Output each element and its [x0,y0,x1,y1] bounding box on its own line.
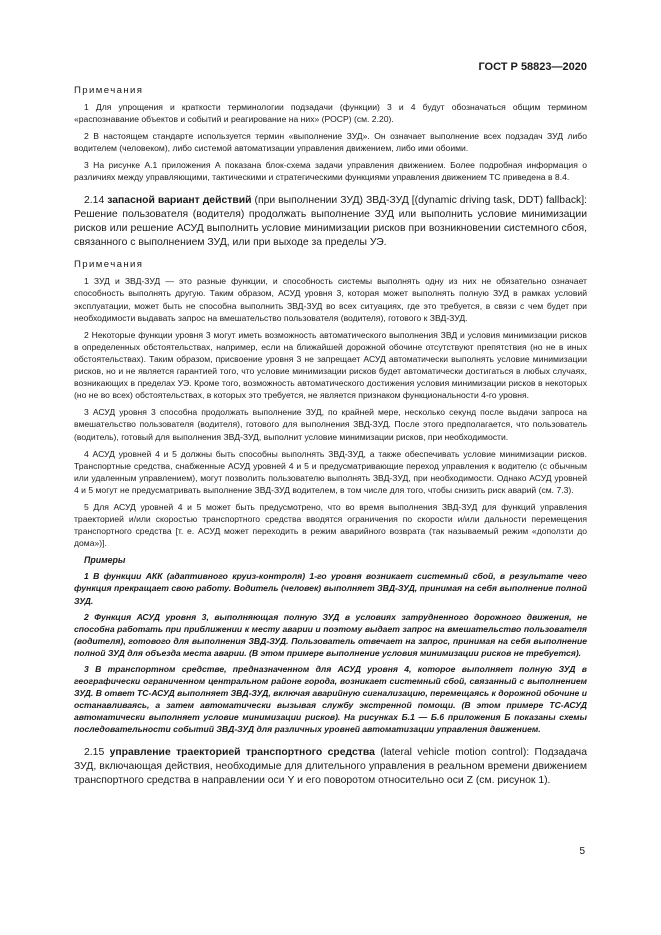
note-paragraph: 5 Для АСУД уровней 4 и 5 может быть предусмотрено, что во время выполнения ЗВД-ЗУД для функций управления траекторией и/или скоростью транспортного средства вводятся ограничения по скорости и/или дальности перемещения транспортного средства [т. е. АСУД может переходить в режим аварийного возврата (так называемый режим «доползти до дома»)]. [74,501,587,549]
term-definition: (lateral vehicle motion control): Подзадача ЗУД, включающая действия, необходимые для длительного управления в реальном времени движением транспортного средства в направлении оси Y и его поворотом относительно оси Z (см. рисунок 1). [74,746,587,786]
note-paragraph: 1 Для упрощения и краткости терминологии подзадачи (функции) 3 и 4 будут обозначаться общим термином «распознавание объектов и событий и реагирование на них» (РОСР) (см. 2.20). [74,102,587,125]
note-paragraph: 4 АСУД уровней 4 и 5 должны быть способны выполнять ЗВД-ЗУД, а также обеспечивать условие минимизации рисков. Транспортные средства, снабженные АСУД уровней 4 и 5 и предусматривающие переход управления к водителю (с обычным или удаленным управлением), могут позволить пользователю выполнять ЗВД-ЗУД, при необходимости. Однако АСУД уровней 4 и 5 могут не предусматривать выполнение ЗВД-ЗУД водителем, в том числе для того, чтобы снизить риск аварий (см. 7.3). [74,448,587,495]
example-paragraph: 2 Функция АСУД уровня 3, выполняющая полную ЗУД в условиях затрудненного дорожного движения, не способна работать при приближении к месту аварии и поэтому выдает запрос на вмешательство пользователя (водителя), готового для выполнения ЗВД-ЗУД. Пользователь отвечает на запрос, принимая на себя выполнение полной ЗУД для объезда места аварии. (В этом примере выполнение условия минимизации рисков не требуется). [74,611,587,658]
examples-title: Примеры [84,555,126,566]
term-number: 2.15 [84,746,105,758]
note-paragraph: 2 В настоящем стандарте используется термин «выполнение ЗУД». Он означает выполнение всех подзадач ЗУД либо водителем (человеком), либо системой автоматизации управления движением, либо ими обоими. [74,131,587,154]
example-paragraph: 3 В транспортном средстве, предназначенном для АСУД уровня 4, которое выполняет полную ЗУД в географически ограниченном центральном районе города, возникает системный сбой, связанный с выполнением ЗУД. В ответ ТС-АСУД выполняет ЗВД-ЗУД, включая аварийную сигнализацию, перемещаясь к дорожной обочине и останавливаясь, а затем автоматически вызывая службу экстренной помощи. (В этом примере ТС-АСУД автоматически выполняет условие минимизации рисков). На рисунках Б.1 — Б.6 приложения Б показаны схемы последовательности событий ЗВД-ЗУД для различных уровней автоматизации управления движением. [74,664,587,735]
note-paragraph: 2 Некоторые функции уровня 3 могут иметь возможность автоматического выполнения ЗВД и условия минимизации рисков в определенных обстоятельствах, например, если на ближайшей дорожной обочине отсутствуют препятствия (но не в иных обстоятельствах). Таким образом, присвоение уровня 3 не запрещает АСУД автоматически выполнять условие минимизации рисков, но и не является гарантией того, что условие минимизации рисков будет автоматически достигаться в любых случаях, возникающих в пределах УЭ. Кроме того, возможность автоматического достижения условия минимизации рисков в некоторых (но не во всех) обстоятельствах, в которых это требуется, не является признаком функциональности 4-го уровня. [74,329,587,401]
term-number: 2.14 [84,194,105,206]
term-name: запасной вариант действий [107,194,252,206]
note-paragraph: 3 На рисунке А.1 приложения А показана блок-схема задачи управления движением. Более подробная информация о различиях между управляющими, тактическими и стратегическими функциями управления движением ТС приведена в 8.4. [74,160,587,183]
term-entry-2-14 [74,194,587,251]
page-number: 5 [579,846,585,857]
notes-title: Примечания [74,85,144,96]
standard-header: ГОСТ Р 58823—2020 [478,61,587,73]
term-entry-2-15 [74,746,587,789]
note-paragraph: 1 ЗУД и ЗВД-ЗУД — это разные функции, и способность системы выполнять одну из них не обязательно означает способность выполнять другую. Таким образом, АСУД уровня 3, которая может выполнять полную ЗУД в рамках условий эксплуатации, может быть не способна выполнить ЗВД-ЗУД во всех ситуациях, где это требуется, в связи с чем будет при необходимости выдавать запрос на вмешательство пользователя (водителя), готового к ЗВД-ЗУД. [74,276,587,323]
term-name: управление траекторией транспортного средства [109,746,375,758]
term-definition: (при выполнении ЗУД) ЗВД-ЗУД [(dynamic driving task, DDT) fallback]: Решение пользователя (водителя) продолжать выполнение ЗУД или выполнить условие минимизации рисков или решение АСУД выполнить условие минимизации рисков при возникновении системного сбоя, связанного с выполнением ЗУД, или при выходе за пределы УЭ. [74,194,588,249]
example-paragraph: 1 В функции АКК (адаптивного круиз-контроля) 1-го уровня возникает системный сбой, в результате чего функция прекращает свою работу. Водитель (человек) выполняет ЗВД-ЗУД, принимая на себя выполнение полной ЗУД. [74,571,587,606]
notes-title: Примечания [74,259,144,271]
note-paragraph: 3 АСУД уровня 3 способна продолжать выполнение ЗУД, по крайней мере, несколько секунд после выдачи запроса на вмешательство пользователя (водителя), готового для выполнения ЗВД-ЗУД. После этого предполагается, что пользователь (водитель), готовый для выполнения ЗВД-ЗУД, выполнит условие минимизации рисков, при необходимости. [74,407,587,442]
